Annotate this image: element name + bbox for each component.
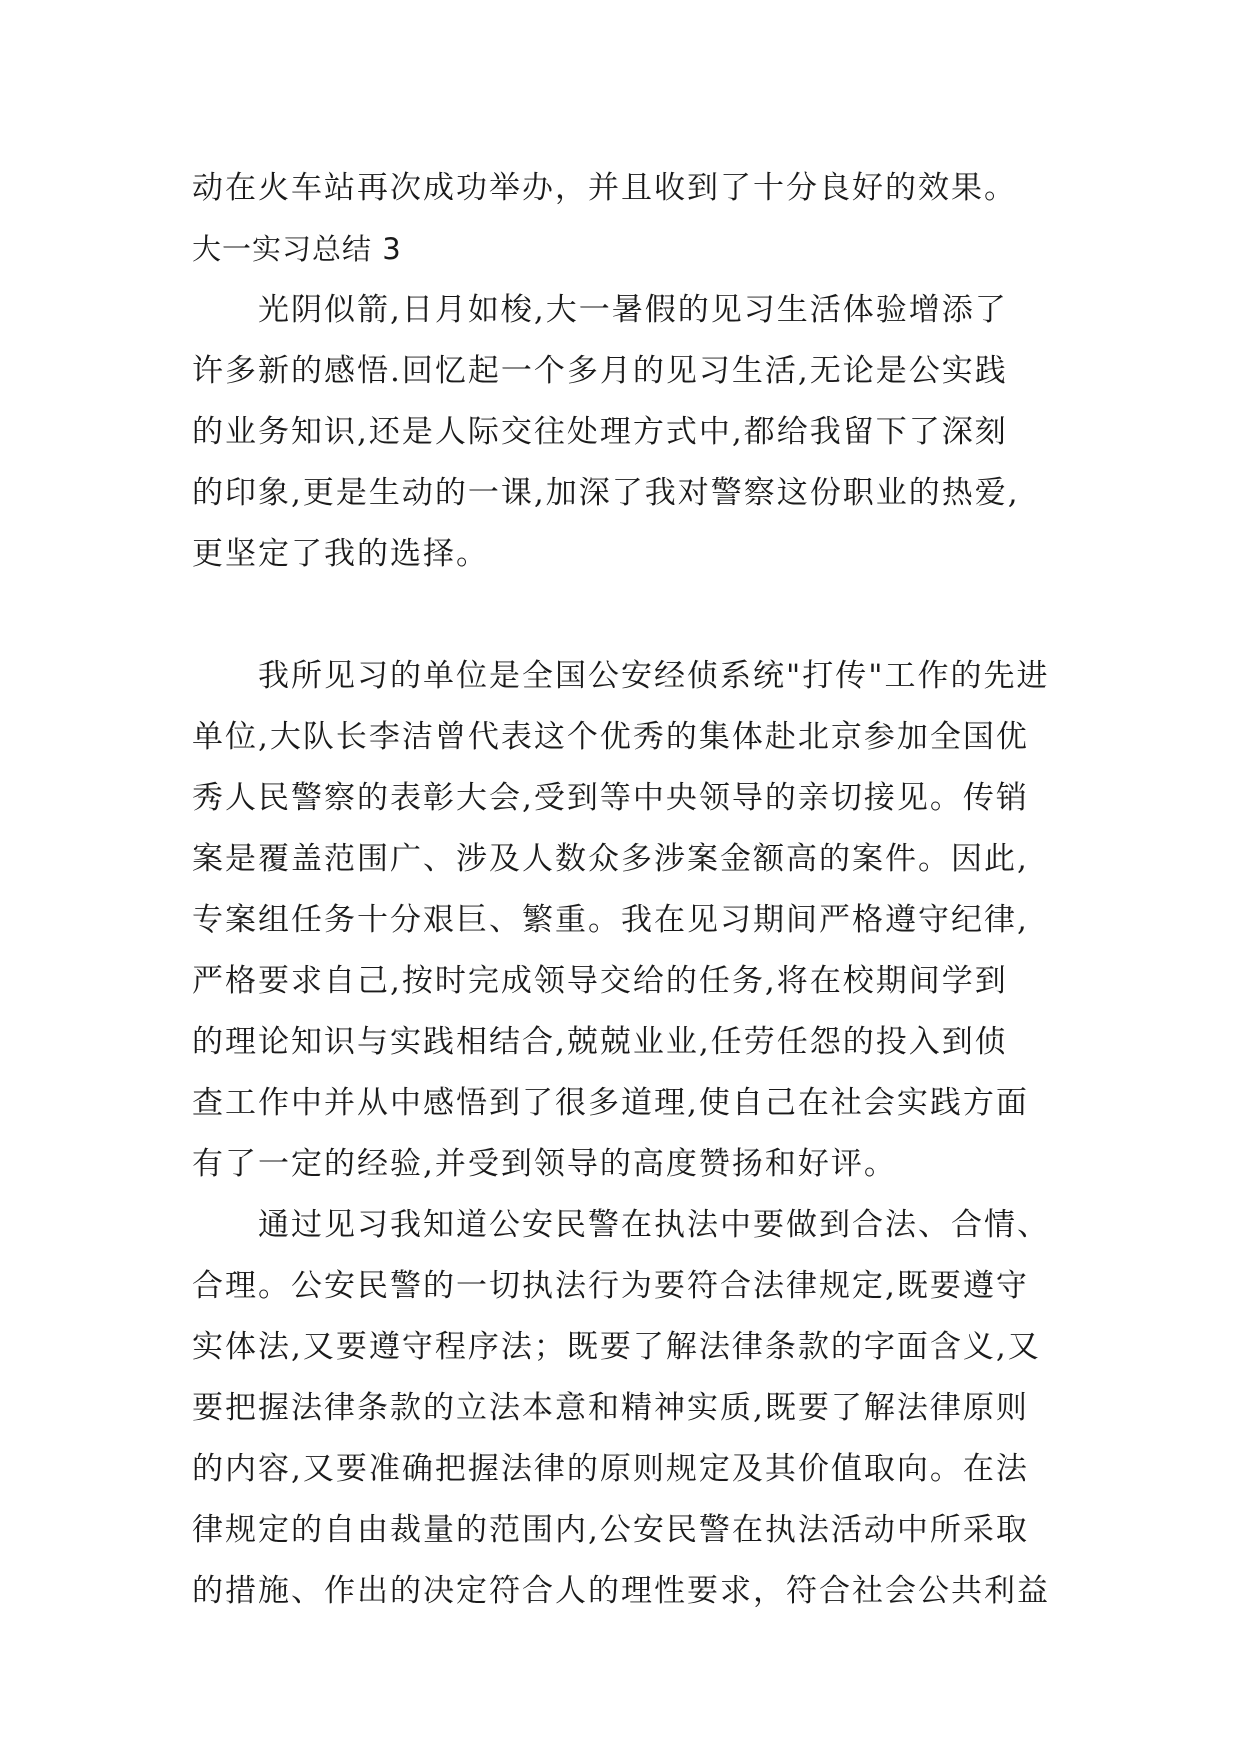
- paragraph-line: 单位,大队长李洁曾代表这个优秀的集体赴北京参加全国优: [192, 719, 1029, 755]
- paragraph-3: [192, 1195, 1062, 1622]
- paragraph-line: 秀人民警察的表彰大会,受到等中央领导的亲切接见。传销: [192, 780, 1029, 816]
- section-heading: 大一实习总结 3: [192, 232, 402, 266]
- paragraph-line: 案是覆盖范围广、涉及人数众多涉案金额高的案件。因此,: [192, 841, 1029, 877]
- paragraph-line: 的业务知识,还是人际交往处理方式中,都给我留下了深刻: [192, 414, 1008, 450]
- paragraph-line: 的理论知识与实践相结合,兢兢业业,任劳任怨的投入到侦: [192, 1024, 1008, 1060]
- paragraph-line: 专案组任务十分艰巨、繁重。我在见习期间严格遵守纪律,: [192, 902, 1029, 938]
- document-body: [192, 158, 1062, 1622]
- paragraph-line: 光阴似箭,日月如梭,大一暑假的见习生活体验增添了: [192, 292, 1008, 328]
- paragraph-line: 的措施、作出的决定符合人的理性要求，符合社会公共利益: [192, 1573, 1050, 1609]
- paragraph-line: 许多新的感悟.回忆起一个多月的见习生活,无论是公实践: [192, 353, 1008, 389]
- paragraph-line: 有了一定的经验,并受到领导的高度赞扬和好评。: [192, 1146, 897, 1182]
- paragraph-line: 合理。公安民警的一切执法行为要符合法律规定,既要遵守: [192, 1268, 1029, 1304]
- paragraph-spacer: [192, 585, 1062, 646]
- paragraph-line: 律规定的自由裁量的范围内,公安民警在执法活动中所采取: [192, 1512, 1029, 1548]
- paragraph-line: 严格要求自己,按时完成领导交给的任务,将在校期间学到: [192, 963, 1008, 999]
- paragraph-line: 实体法,又要遵守程序法；既要了解法律条款的字面含义,又: [192, 1329, 1041, 1365]
- paragraph-line: 的内容,又要准确把握法律的原则规定及其价值取向。在法: [192, 1451, 1029, 1487]
- paragraph-line: 要把握法律条款的立法本意和精神实质,既要了解法律原则: [192, 1390, 1029, 1426]
- paragraph-line: 的印象,更是生动的一课,加深了我对警察这份职业的热爱,: [192, 475, 1020, 511]
- paragraph-2: [192, 646, 1062, 1195]
- intro-line: 动在火车站再次成功举办，并且收到了十分良好的效果。: [192, 170, 1017, 206]
- paragraph-line: 我所见习的单位是全国公安经侦系统"打传"工作的先进: [192, 658, 1050, 694]
- paragraph-line: 更坚定了我的选择。: [192, 536, 489, 572]
- paragraph-line: 查工作中并从中感悟到了很多道理,使自己在社会实践方面: [192, 1085, 1029, 1121]
- paragraph-line: 通过见习我知道公安民警在执法中要做到合法、合情、: [192, 1207, 1050, 1243]
- paragraph-1: [192, 280, 1062, 585]
